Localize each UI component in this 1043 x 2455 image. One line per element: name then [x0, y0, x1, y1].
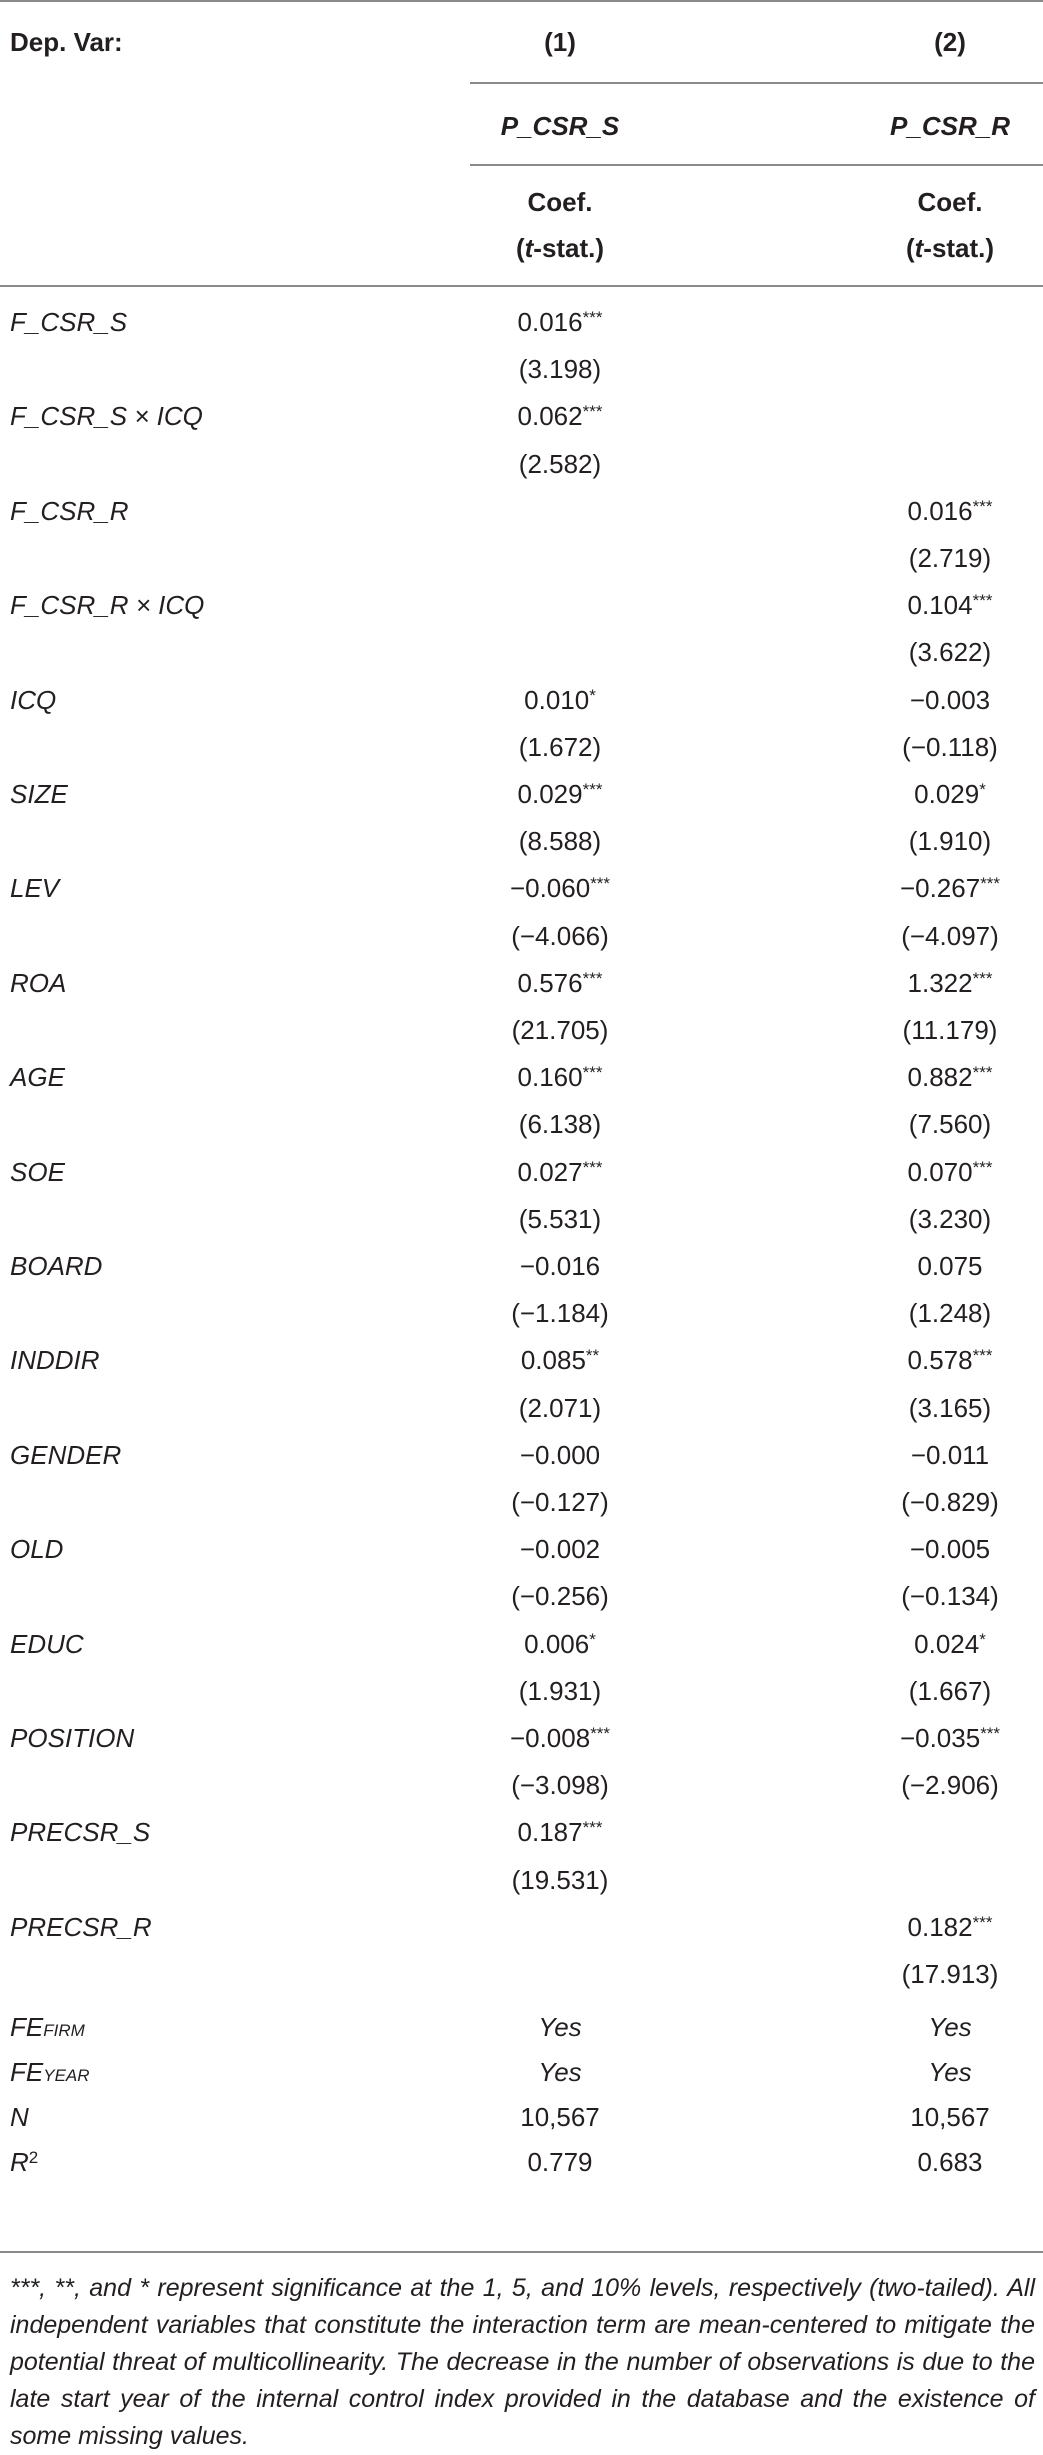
coef-value: (3.230) [908, 1203, 992, 1234]
col2-cell [850, 298, 1043, 346]
table-row [0, 487, 1043, 535]
table-row [0, 298, 1043, 346]
fe-subscript: FIRM [43, 2021, 85, 2041]
coef-value: (−3.098) [511, 1770, 609, 1801]
coef-value: (17.913) [901, 1959, 999, 1989]
col2-cell [850, 1714, 1043, 1762]
significance-stars: *** [972, 1912, 993, 1932]
col1-cell [460, 1903, 660, 1951]
fe-base: FE [10, 2057, 44, 2088]
col2-cell [850, 1053, 1043, 1101]
variable-label: F_CSR_R × ICQ [10, 590, 205, 621]
col2-cell [850, 1289, 1043, 1337]
coef-value: −0.035 [899, 1723, 981, 1753]
col2-coef-label: Coef. [917, 187, 983, 217]
significance-stars: *** [972, 968, 993, 988]
coef-value: (1.248) [908, 1298, 992, 1329]
col1-cell: Yes [538, 2057, 582, 2088]
col1-cell [460, 298, 660, 346]
fixed-effect-label [10, 2048, 90, 2096]
fe-subscript: YEAR [43, 2066, 90, 2086]
table-row-tstat [0, 1384, 1043, 1432]
fe-base: FE [10, 2012, 44, 2043]
coef-value: 0.576 [517, 967, 583, 998]
dep-var-label: Dep. Var: [10, 27, 123, 57]
table-row [0, 1242, 1043, 1290]
col2-cell: 0.683 [917, 2147, 983, 2178]
variable-label: F_CSR_R [10, 495, 129, 526]
significance-stars: * [979, 1629, 986, 1649]
col2-cell [850, 912, 1043, 960]
stat-row [0, 2093, 1043, 2141]
col2-cell [850, 1148, 1043, 1196]
coef-value: 0.010 [524, 684, 590, 715]
fixed-effect-label [10, 2003, 85, 2051]
table-row [0, 864, 1043, 912]
variable-label: ICQ [10, 684, 57, 715]
header-row-tstat [0, 224, 1043, 272]
top-rule [0, 0, 1043, 2]
coef-value: −0.005 [909, 1534, 991, 1565]
col2-cell [850, 1808, 1043, 1856]
coef-value: (−4.066) [511, 920, 609, 951]
coef-value: −0.060 [509, 873, 591, 904]
col2-cell [850, 1761, 1043, 1809]
significance-stars: *** [582, 1157, 603, 1177]
variable-label: SIZE [10, 779, 68, 809]
table-row [0, 1525, 1043, 1573]
coef-value: (11.179) [902, 1015, 998, 1045]
coef-value: 0.075 [917, 1251, 983, 1281]
stat-base: N [10, 2102, 29, 2133]
coef-value: (3.198) [518, 354, 602, 385]
col2-cell [850, 1667, 1043, 1715]
coef-value: 0.085 [520, 1345, 586, 1376]
significance-stars: *** [582, 1063, 603, 1083]
significance-stars: *** [972, 1346, 993, 1366]
coef-value: −0.011 [910, 1439, 990, 1470]
col1-cell [460, 392, 660, 440]
col1-cell [460, 1761, 660, 1809]
coef-value: (3.165) [908, 1392, 992, 1423]
coef-value: −0.002 [519, 1534, 601, 1565]
table-row [0, 1808, 1043, 1856]
coef-value: 0.024 [914, 1628, 980, 1659]
col1-cell [460, 817, 660, 865]
coef-value: 0.029 [517, 779, 583, 809]
significance-stars: *** [972, 1157, 993, 1177]
col1-cell: 10,567 [520, 2102, 600, 2133]
col2-cell: Yes [928, 2057, 972, 2088]
table-row-tstat [0, 628, 1043, 676]
table-row [0, 1903, 1043, 1951]
col2-cell [850, 1478, 1043, 1526]
col1-cell [460, 1431, 660, 1479]
table-row [0, 676, 1043, 724]
col2-cell [850, 864, 1043, 912]
col2-cell [850, 1431, 1043, 1479]
col1-cell [460, 723, 660, 771]
variable-label: INDDIR [10, 1345, 100, 1376]
col1-cell [460, 770, 660, 818]
coef-value: (7.560) [908, 1109, 992, 1140]
col2-cell [850, 581, 1043, 629]
coef-value: (−0.829) [901, 1487, 999, 1517]
table-row-tstat [0, 1100, 1043, 1148]
stat-row [0, 2138, 1043, 2186]
col1-cell [460, 1006, 660, 1054]
coef-value: (2.719) [908, 543, 992, 573]
col1-cell [460, 440, 660, 488]
variable-label: F_CSR_S [10, 307, 128, 337]
variable-label: OLD [10, 1534, 64, 1565]
col2-cell [850, 1006, 1043, 1054]
variable-label: LEV [10, 873, 60, 904]
table-row [0, 1714, 1043, 1762]
col1-cell [460, 1336, 660, 1384]
header-row-names [0, 102, 1043, 150]
col2-cell [850, 392, 1043, 440]
table-row [0, 1620, 1043, 1668]
col2-number: (2) [934, 27, 966, 57]
col1-cell [460, 628, 660, 676]
coef-value: 0.160 [517, 1062, 583, 1093]
variable-label: ROA [10, 967, 67, 998]
col2-cell [850, 1903, 1043, 1951]
col2-cell [850, 817, 1043, 865]
variable-label: SOE [10, 1156, 65, 1187]
significance-stars: *** [590, 874, 611, 894]
coef-value: 0.006 [524, 1628, 590, 1659]
col1-cell [460, 1148, 660, 1196]
variable-label: F_CSR_S × ICQ [10, 401, 203, 432]
bottom-rule [0, 2251, 1043, 2253]
significance-stars: *** [980, 1724, 1001, 1743]
coef-value: (1.910) [908, 826, 992, 857]
table-row-tstat [0, 1856, 1043, 1904]
table-row-tstat [0, 534, 1043, 582]
stat-superscript: 2 [28, 2148, 39, 2168]
significance-stars: * [589, 1629, 596, 1649]
significance-stars: *** [582, 780, 603, 799]
col1-cell [460, 1525, 660, 1573]
col1-cell [460, 1950, 660, 1998]
table-row-tstat [0, 723, 1043, 771]
col2-cell [850, 1950, 1043, 1998]
coef-value: 0.104 [907, 590, 973, 621]
coef-value: (−0.127) [511, 1487, 609, 1517]
col1-cell [460, 1053, 660, 1101]
col1-cell [460, 959, 660, 1007]
table-row [0, 581, 1043, 629]
table-row [0, 1431, 1043, 1479]
col1-cell [460, 1289, 660, 1337]
coef-value: 0.182 [907, 1911, 973, 1942]
coef-value: (−4.097) [901, 920, 999, 951]
col2-cell [850, 534, 1043, 582]
variable-label: AGE [10, 1062, 65, 1093]
fixed-effect-row [0, 2048, 1043, 2096]
col1-cell [460, 912, 660, 960]
table-row-tstat [0, 1761, 1043, 1809]
significance-stars: * [589, 685, 596, 705]
col1-cell [460, 1667, 660, 1715]
coef-value: 1.322 [907, 967, 973, 998]
col2-tstat-label: (t-stat.) [905, 233, 995, 263]
significance-stars: *** [582, 1818, 603, 1838]
variable-label: GENDER [10, 1439, 122, 1470]
col2-cell [850, 487, 1043, 535]
col1-cell [460, 345, 660, 393]
coef-value: (1.672) [518, 731, 602, 762]
header-row-coef [0, 178, 1043, 226]
table-row [0, 1336, 1043, 1384]
coef-value: (19.531) [511, 1864, 609, 1895]
coef-value: (−0.134) [901, 1581, 999, 1612]
coef-value: −0.008 [509, 1723, 591, 1753]
col2-cell: Yes [928, 2012, 972, 2043]
header-rule-2 [470, 164, 1043, 166]
coef-value: (−2.906) [901, 1770, 999, 1801]
table-row [0, 1148, 1043, 1196]
col2-cell [850, 440, 1043, 488]
coef-value: 0.062 [517, 401, 583, 432]
coef-value: (5.531) [518, 1203, 602, 1234]
table-row-tstat [0, 440, 1043, 488]
col1-cell [460, 1714, 660, 1762]
coef-value: 0.187 [517, 1817, 583, 1848]
table-row [0, 1053, 1043, 1101]
variable-label: BOARD [10, 1251, 103, 1281]
col1-cell [460, 1856, 660, 1904]
coef-value: −0.003 [909, 684, 991, 715]
coef-value: (21.705) [511, 1015, 609, 1045]
col2-cell [850, 1195, 1043, 1243]
coef-value: (−1.184) [511, 1298, 609, 1329]
coef-value: (1.667) [908, 1675, 992, 1706]
fixed-effect-row [0, 2003, 1043, 2051]
col1-number: (1) [544, 27, 576, 57]
col1-name: P_CSR_S [500, 111, 620, 141]
table-footnote: ***, **, and * represent significance at the 1, 5, and 10% levels, respectively (two-tailed). All independent variables that constitute the interaction term are mean-centered to mitigate the potential threat of multicollinearity. The decrease in the number of observations is due to the late start year of the internal control index provided in the database and the existence of some missing values. [10, 2274, 1035, 2450]
col2-cell: 10,567 [910, 2102, 990, 2133]
variable-label: PRECSR_R [10, 1911, 152, 1942]
table-row [0, 959, 1043, 1007]
table-row-tstat [0, 1667, 1043, 1715]
col2-cell [850, 770, 1043, 818]
col1-coef-label: Coef. [527, 187, 593, 217]
col1-cell: Yes [538, 2012, 582, 2043]
coef-value: 0.029 [914, 779, 980, 809]
coef-value: (2.582) [518, 448, 602, 479]
table-row [0, 392, 1043, 440]
col1-cell [460, 487, 660, 535]
table-row-tstat [0, 345, 1043, 393]
coef-value: (1.931) [518, 1675, 602, 1706]
col1-cell [460, 1620, 660, 1668]
significance-stars: *** [972, 591, 993, 611]
table-row-tstat [0, 817, 1043, 865]
significance-stars: * [979, 780, 986, 799]
col2-cell [850, 676, 1043, 724]
col1-cell [460, 1195, 660, 1243]
coef-value: 0.882 [907, 1062, 973, 1093]
coef-value: 0.578 [907, 1345, 973, 1376]
col1-cell [460, 1478, 660, 1526]
table-row-tstat [0, 1006, 1043, 1054]
significance-stars: *** [582, 968, 603, 988]
significance-stars: *** [590, 1724, 611, 1743]
significance-stars: *** [972, 1063, 993, 1083]
col1-tstat-label: (t-stat.) [515, 233, 605, 263]
stat-base: R [10, 2147, 29, 2178]
col1-cell: 0.779 [527, 2147, 593, 2178]
coef-value: −0.267 [899, 873, 981, 904]
col1-cell [460, 1384, 660, 1432]
coef-value: 0.016 [907, 495, 973, 526]
coef-value: (3.622) [908, 637, 992, 668]
col1-cell [460, 581, 660, 629]
col1-cell [460, 1100, 660, 1148]
coef-value: 0.016 [517, 307, 583, 337]
header-rule-1 [470, 82, 1043, 84]
coef-value: 0.027 [517, 1156, 583, 1187]
col1-cell [460, 1572, 660, 1620]
table-row-tstat [0, 1478, 1043, 1526]
significance-stars: ** [585, 1346, 600, 1366]
variable-label: POSITION [10, 1723, 135, 1753]
stat-label [10, 2138, 38, 2186]
table-row-tstat [0, 1572, 1043, 1620]
coef-value: (−0.118) [902, 731, 998, 762]
table-row-tstat [0, 1289, 1043, 1337]
col2-cell [850, 959, 1043, 1007]
col2-cell [850, 1856, 1043, 1904]
coef-value: (−0.256) [511, 1581, 609, 1612]
table-row-tstat [0, 1195, 1043, 1243]
col2-name: P_CSR_R [890, 111, 1010, 141]
col2-cell [850, 628, 1043, 676]
col2-cell [850, 1384, 1043, 1432]
col1-cell [460, 676, 660, 724]
coef-value: −0.000 [519, 1439, 601, 1470]
header-row-numbers [0, 18, 1043, 66]
significance-stars: *** [582, 402, 603, 422]
significance-stars: *** [980, 874, 1001, 894]
col2-cell [850, 1525, 1043, 1573]
header-rule-3 [0, 285, 1043, 287]
col2-cell [850, 1100, 1043, 1148]
significance-stars: *** [582, 308, 603, 327]
col1-cell [460, 1242, 660, 1290]
col1-cell [460, 534, 660, 582]
col1-cell [460, 864, 660, 912]
col2-cell [850, 1242, 1043, 1290]
col2-cell [850, 1620, 1043, 1668]
stat-label [10, 2093, 29, 2141]
table-row [0, 770, 1043, 818]
significance-stars: *** [972, 496, 993, 516]
col2-cell [850, 723, 1043, 771]
variable-label: EDUC [10, 1628, 84, 1659]
coef-value: (6.138) [518, 1109, 602, 1140]
coef-value: (8.588) [518, 826, 602, 857]
coef-value: 0.070 [907, 1156, 973, 1187]
coef-value: −0.016 [519, 1251, 601, 1281]
col2-cell [850, 345, 1043, 393]
variable-label: PRECSR_S [10, 1817, 151, 1848]
table-row-tstat [0, 912, 1043, 960]
coef-value: (2.071) [518, 1392, 602, 1423]
col2-cell [850, 1336, 1043, 1384]
table-row-tstat [0, 1950, 1043, 1998]
col2-cell [850, 1572, 1043, 1620]
col1-cell [460, 1808, 660, 1856]
